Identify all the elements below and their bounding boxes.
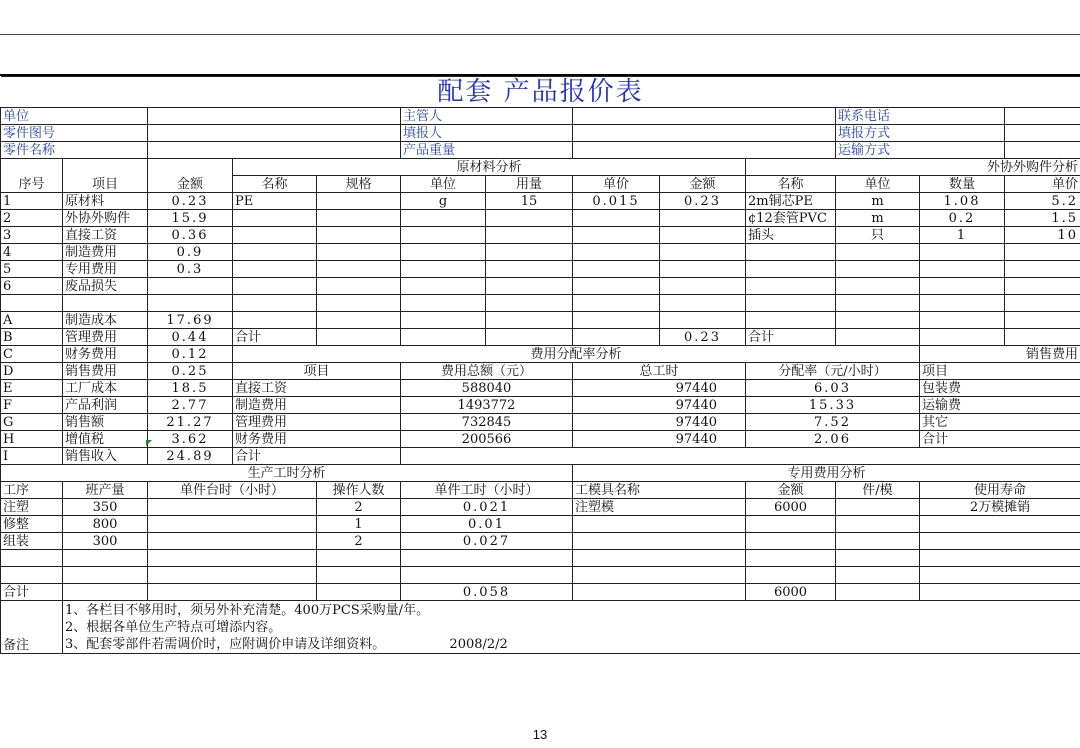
sales-item: 包装费	[920, 380, 1080, 397]
sales-item: 合计	[920, 431, 1080, 448]
raw-total-amount[interactable]: 0.23	[660, 329, 746, 346]
cost-amount[interactable]: 2.77	[148, 397, 233, 414]
allocation-total-header: 费用总额（元）	[401, 363, 573, 380]
cost-seq: B	[1, 329, 63, 346]
outsource-qty[interactable]: 1	[920, 227, 1005, 244]
cost-seq: 1	[1, 193, 63, 210]
allocation-total[interactable]: 732845	[401, 414, 573, 431]
allocation-total[interactable]: 200566	[401, 431, 573, 448]
info-part-no-value[interactable]	[148, 125, 401, 142]
remarks-content	[63, 601, 1080, 654]
prod-per-mold[interactable]	[836, 516, 920, 533]
prod-process: 修整	[1, 516, 63, 533]
info-weight-value[interactable]	[573, 142, 836, 159]
allocation-item: 直接工资	[233, 380, 401, 397]
cost-amount[interactable]: 0.36	[148, 227, 233, 244]
info-supervisor-value[interactable]	[573, 108, 836, 125]
info-part-name-value[interactable]	[148, 142, 401, 159]
info-transport-label: 运输方式	[836, 142, 1005, 159]
cost-seq: 4	[1, 244, 63, 261]
info-filler-label: 填报人	[401, 125, 573, 142]
prod-workers[interactable]: 1	[317, 516, 401, 533]
cost-item: 财务费用	[63, 346, 148, 363]
allocation-total[interactable]: 588040	[401, 380, 573, 397]
raw-usage[interactable]	[486, 227, 573, 244]
allocation-hours[interactable]: 97440	[573, 431, 746, 448]
raw-amount-header: 金额	[660, 176, 746, 193]
prod-machine-hours-header: 单件台时（小时）	[148, 482, 317, 499]
allocation-section-header: 费用分配率分析	[233, 346, 920, 363]
info-part-name-label: 零件名称	[1, 142, 148, 159]
cost-item: 工厂成本	[63, 380, 148, 397]
prod-output[interactable]: 350	[63, 499, 148, 516]
outsource-unit-header: 单位	[836, 176, 920, 193]
col-seq-header: 序号	[1, 159, 63, 193]
prod-workers[interactable]: 2	[317, 499, 401, 516]
prod-workers-header: 操作人数	[317, 482, 401, 499]
cost-amount[interactable]: 0.44	[148, 329, 233, 346]
allocation-rate[interactable]: 6.03	[746, 380, 920, 397]
cost-seq: 6	[1, 278, 63, 295]
prod-machine-hours[interactable]	[148, 499, 317, 516]
prod-unit-hours[interactable]: 0.027	[401, 533, 573, 550]
allocation-hours[interactable]: 97440	[573, 397, 746, 414]
prod-amount[interactable]: 6000	[746, 499, 836, 516]
raw-name[interactable]: PE	[233, 193, 317, 210]
sales-expense-section-header: 销售费用	[920, 346, 1080, 363]
cost-amount[interactable]	[148, 278, 233, 295]
cost-item: 产品利润	[63, 397, 148, 414]
sales-item-header: 项目	[920, 363, 1080, 380]
allocation-item-header: 项目	[233, 363, 401, 380]
sales-item: 运输费	[920, 397, 1080, 414]
prod-per-mold-header: 件/模	[836, 482, 920, 499]
cost-seq: G	[1, 414, 63, 431]
cost-seq: E	[1, 380, 63, 397]
raw-usage-header: 用量	[486, 176, 573, 193]
outsource-name[interactable]: 2m铜芯PE	[746, 193, 836, 210]
raw-amount[interactable]	[660, 210, 746, 227]
raw-unit[interactable]	[401, 210, 486, 227]
prod-output-header: 班产量	[63, 482, 148, 499]
prod-life-header: 使用寿命	[920, 482, 1080, 499]
prod-amount[interactable]	[746, 533, 836, 550]
cost-item: 外协外购件	[63, 210, 148, 227]
raw-price-header: 单价	[573, 176, 660, 193]
prod-machine-hours[interactable]	[148, 533, 317, 550]
prod-unit-hours[interactable]: 0.01	[401, 516, 573, 533]
raw-spec[interactable]	[317, 227, 401, 244]
outsource-price[interactable]: 5.2	[1005, 193, 1080, 210]
allocation-rate[interactable]: 7.52	[746, 414, 920, 431]
prod-amount[interactable]	[746, 516, 836, 533]
prod-total-amount[interactable]: 6000	[746, 584, 836, 601]
allocation-rate[interactable]: 2.06	[746, 431, 920, 448]
remark-date: 2008/2/2	[449, 637, 508, 652]
cost-item: 销售收入	[63, 448, 148, 465]
raw-spec[interactable]	[317, 193, 401, 210]
remarks-label: 备注	[1, 601, 63, 654]
allocation-item: 管理费用	[233, 414, 401, 431]
cost-seq: H	[1, 431, 63, 448]
prod-process: 组装	[1, 533, 63, 550]
sales-item: 其它	[920, 414, 1080, 431]
prod-tool[interactable]: 注塑模	[573, 499, 746, 516]
raw-amount[interactable]	[660, 227, 746, 244]
outsource-price[interactable]: 1.5	[1005, 210, 1080, 227]
cost-amount[interactable]: 24.89	[148, 448, 233, 465]
raw-spec-header: 规格	[317, 176, 401, 193]
info-phone-value[interactable]	[1005, 108, 1080, 125]
cost-item: 原材料	[63, 193, 148, 210]
prod-life[interactable]	[920, 516, 1080, 533]
remark-line-3: 3、配套零部件若需调价时，应附调价申请及详细资料。	[65, 637, 386, 652]
info-weight-label: 产品重量	[401, 142, 573, 159]
prod-amount-header: 金额	[746, 482, 836, 499]
cost-amount[interactable]: 0.12	[148, 346, 233, 363]
allocation-rate[interactable]: 15.33	[746, 397, 920, 414]
cost-item: 废品损失	[63, 278, 148, 295]
prod-output[interactable]: 300	[63, 533, 148, 550]
allocation-item: 合计	[233, 448, 401, 465]
raw-name[interactable]	[233, 227, 317, 244]
outsource-unit[interactable]: m	[836, 193, 920, 210]
cost-seq: F	[1, 397, 63, 414]
cost-item: 增值税	[63, 431, 148, 448]
outsource-section-header: 外协外购件分析	[746, 159, 1080, 176]
cost-item: 管理费用	[63, 329, 148, 346]
info-unit-value[interactable]	[148, 108, 401, 125]
prod-unit-hours-header: 单件工时（小时）	[401, 482, 573, 499]
info-unit-label: 单位	[1, 108, 148, 125]
prod-life[interactable]	[920, 533, 1080, 550]
cost-seq: D	[1, 363, 63, 380]
page-number: 13	[532, 727, 548, 742]
cost-item: 销售费用	[63, 363, 148, 380]
outsource-name-header: 名称	[746, 176, 836, 193]
info-fill-method-value[interactable]	[1005, 125, 1080, 142]
cost-amount[interactable]: 0.23	[148, 193, 233, 210]
prod-tool[interactable]	[573, 533, 746, 550]
cost-seq: A	[1, 312, 63, 329]
raw-usage[interactable]: 15	[486, 193, 573, 210]
cost-item: 制造费用	[63, 244, 148, 261]
outsource-price-header: 单价	[1005, 176, 1080, 193]
cost-item: 专用费用	[63, 261, 148, 278]
prod-total-label: 合计	[1, 584, 63, 601]
raw-unit[interactable]: g	[401, 193, 486, 210]
production-section-header: 生产工时分析	[1, 465, 573, 482]
cost-seq: C	[1, 346, 63, 363]
prod-process: 注塑	[1, 499, 63, 516]
info-supervisor-label: 主管人	[401, 108, 573, 125]
raw-material-section-header: 原材料分析	[233, 159, 746, 176]
allocation-hours[interactable]: 97440	[573, 414, 746, 431]
prod-tool[interactable]	[573, 516, 746, 533]
allocation-hours-header: 总工时	[573, 363, 746, 380]
raw-usage[interactable]	[486, 210, 573, 227]
remark-line-1: 1、各栏目不够用时，须另外补充清楚。400万PCS采购量/年。	[65, 603, 430, 618]
allocation-total[interactable]: 1493772	[401, 397, 573, 414]
allocation-item: 财务费用	[233, 431, 401, 448]
raw-name-header: 名称	[233, 176, 317, 193]
info-filler-value[interactable]	[573, 125, 836, 142]
cost-seq: 3	[1, 227, 63, 244]
cell-comment-marker	[146, 440, 152, 446]
raw-unit[interactable]	[401, 227, 486, 244]
info-transport-value[interactable]	[1005, 142, 1080, 159]
cost-amount[interactable]: 0.3	[148, 261, 233, 278]
allocation-item: 制造费用	[233, 397, 401, 414]
prod-per-mold[interactable]	[836, 499, 920, 516]
outsource-qty[interactable]: 0.2	[920, 210, 1005, 227]
prod-machine-hours[interactable]	[148, 516, 317, 533]
raw-total-label: 合计	[233, 329, 317, 346]
cost-item: 直接工资	[63, 227, 148, 244]
allocation-hours[interactable]: 97440	[573, 380, 746, 397]
cost-item: 制造成本	[63, 312, 148, 329]
cost-seq: I	[1, 448, 63, 465]
cost-amount[interactable]: 15.9	[148, 210, 233, 227]
info-part-no-label: 零件图号	[1, 125, 148, 142]
prod-process-header: 工序	[1, 482, 63, 499]
outsource-name[interactable]: 插头	[746, 227, 836, 244]
cost-amount[interactable]: 21.27	[148, 414, 233, 431]
prod-total-hours[interactable]: 0.058	[401, 584, 573, 601]
raw-price[interactable]	[573, 210, 660, 227]
cost-seq: 5	[1, 261, 63, 278]
cost-amount[interactable]: 17.69	[148, 312, 233, 329]
cost-seq: 2	[1, 210, 63, 227]
col-item-header: 项目	[63, 159, 148, 193]
outsource-name[interactable]: ¢12套管PVC	[746, 210, 836, 227]
prod-per-mold[interactable]	[836, 533, 920, 550]
cost-amount[interactable]: 0.25	[148, 363, 233, 380]
cost-item: 销售额	[63, 414, 148, 431]
page-title: 配套 产品报价表	[1, 77, 1080, 108]
outsource-price[interactable]: 10	[1005, 227, 1080, 244]
outsource-qty[interactable]: 1.08	[920, 193, 1005, 210]
prod-output[interactable]: 800	[63, 516, 148, 533]
prod-life[interactable]: 2万模摊销	[920, 499, 1080, 516]
outsource-unit[interactable]: m	[836, 210, 920, 227]
info-fill-method-label: 填报方式	[836, 125, 1005, 142]
raw-unit-header: 单位	[401, 176, 486, 193]
outsource-total-label: 合计	[746, 329, 836, 346]
outsource-qty-header: 数量	[920, 176, 1005, 193]
prod-workers[interactable]: 2	[317, 533, 401, 550]
cost-amount[interactable]: 0.9	[148, 244, 233, 261]
col-amount-header: 金额	[148, 159, 233, 193]
cost-amount[interactable]: 18.5	[148, 380, 233, 397]
remark-line-2: 2、根据各单位生产特点可增添内容。	[65, 620, 282, 635]
raw-price[interactable]: 0.015	[573, 193, 660, 210]
prod-unit-hours[interactable]: 0.021	[401, 499, 573, 516]
raw-spec[interactable]	[317, 210, 401, 227]
raw-name[interactable]	[233, 210, 317, 227]
raw-amount[interactable]: 0.23	[660, 193, 746, 210]
quotation-table	[0, 76, 1080, 654]
info-phone-label: 联系电话	[836, 108, 1005, 125]
raw-price[interactable]	[573, 227, 660, 244]
outsource-unit[interactable]: 只	[836, 227, 920, 244]
allocation-rate-header: 分配率（元/小时）	[746, 363, 920, 380]
cost-amount[interactable]: 3.62	[148, 431, 233, 448]
page-top-rule	[0, 34, 1080, 35]
special-expense-section-header: 专用费用分析	[573, 465, 1080, 482]
prod-tool-header: 工模具名称	[573, 482, 746, 499]
quotation-sheet	[0, 74, 1080, 654]
